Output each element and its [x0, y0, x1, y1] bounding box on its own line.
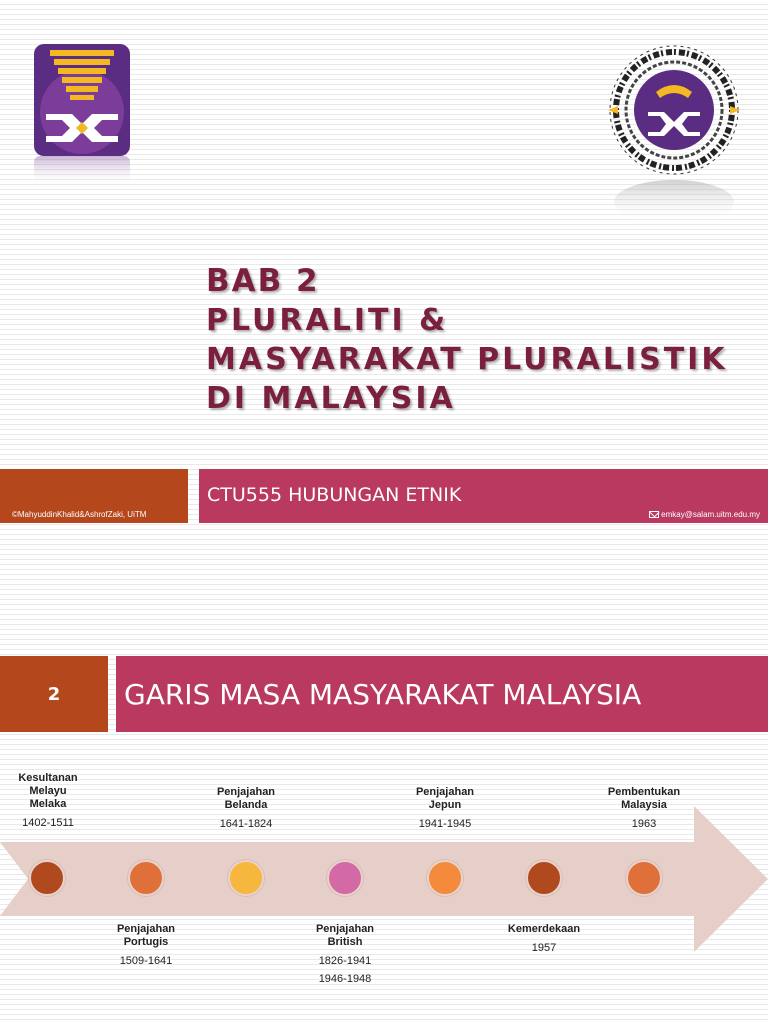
- event-malaysia: [594, 786, 694, 830]
- event-melaka: [4, 772, 92, 829]
- uitm-calligraphy-seal-logo: [604, 38, 744, 224]
- event-date-2: 1946-1948: [318, 973, 372, 985]
- slide-heading: GARIS MASA MASYARAKAT MALAYSIA: [116, 656, 768, 732]
- slide-number: 2: [0, 656, 108, 732]
- timeline-slide: [0, 620, 768, 1024]
- slide-subtitle-line-2: MASYARAKAT PLURALISTIK: [206, 342, 728, 377]
- event-portugis: [102, 923, 190, 967]
- course-title: CTU555 HUBUNGAN ETNIK: [207, 484, 462, 506]
- slide-subtitle-line-1: PLURALITI &: [206, 303, 449, 338]
- footer-left-bar: [0, 469, 188, 523]
- event-date: 1509-1641: [119, 955, 173, 967]
- event-label: Penjajahan Belanda: [216, 786, 276, 811]
- footer-right-bar: [199, 469, 768, 523]
- timeline-dot-jepun: [427, 860, 463, 896]
- email-text: emkay@salam.uitm.edu.my: [661, 510, 760, 519]
- timeline-dot-kemerdekaan: [526, 860, 562, 896]
- event-date: 1941-1945: [418, 818, 472, 830]
- event-label: Kemerdekaan: [507, 923, 581, 935]
- event-date: 1641-1824: [219, 818, 273, 830]
- timeline-dot-belanda: [228, 860, 264, 896]
- event-date: 1957: [531, 942, 557, 954]
- event-date: 1826-1941: [318, 955, 372, 967]
- slide-subtitle-line-3: DI MALAYSIA: [206, 381, 456, 416]
- email-contact[interactable]: [649, 510, 760, 519]
- title-block: [206, 262, 746, 418]
- event-belanda: [202, 786, 290, 830]
- event-label: Penjajahan Jepun: [415, 786, 475, 811]
- event-british: [301, 923, 389, 985]
- event-date: 1402-1511: [22, 817, 74, 829]
- event-jepun: [401, 786, 489, 830]
- event-kemerdekaan: [494, 923, 594, 954]
- copyright-text: ©MahyuddinKhalid&AshrofZaki, UiTM: [12, 510, 147, 519]
- mail-icon: [649, 511, 659, 518]
- timeline-dot-melaka: [29, 860, 65, 896]
- event-label: Kesultanan Melayu Melaka: [18, 772, 78, 810]
- event-label: Penjajahan British: [315, 923, 375, 948]
- uitm-crest-logo: [32, 44, 132, 186]
- event-label: Penjajahan Portugis: [116, 923, 176, 948]
- timeline-dot-british: [327, 860, 363, 896]
- event-label: Pembentukan Malaysia: [607, 786, 681, 811]
- event-date: 1963: [631, 818, 657, 830]
- timeline-dot-malaysia: [626, 860, 662, 896]
- timeline-dot-portugis: [128, 860, 164, 896]
- slide-title: BAB 2: [206, 263, 320, 299]
